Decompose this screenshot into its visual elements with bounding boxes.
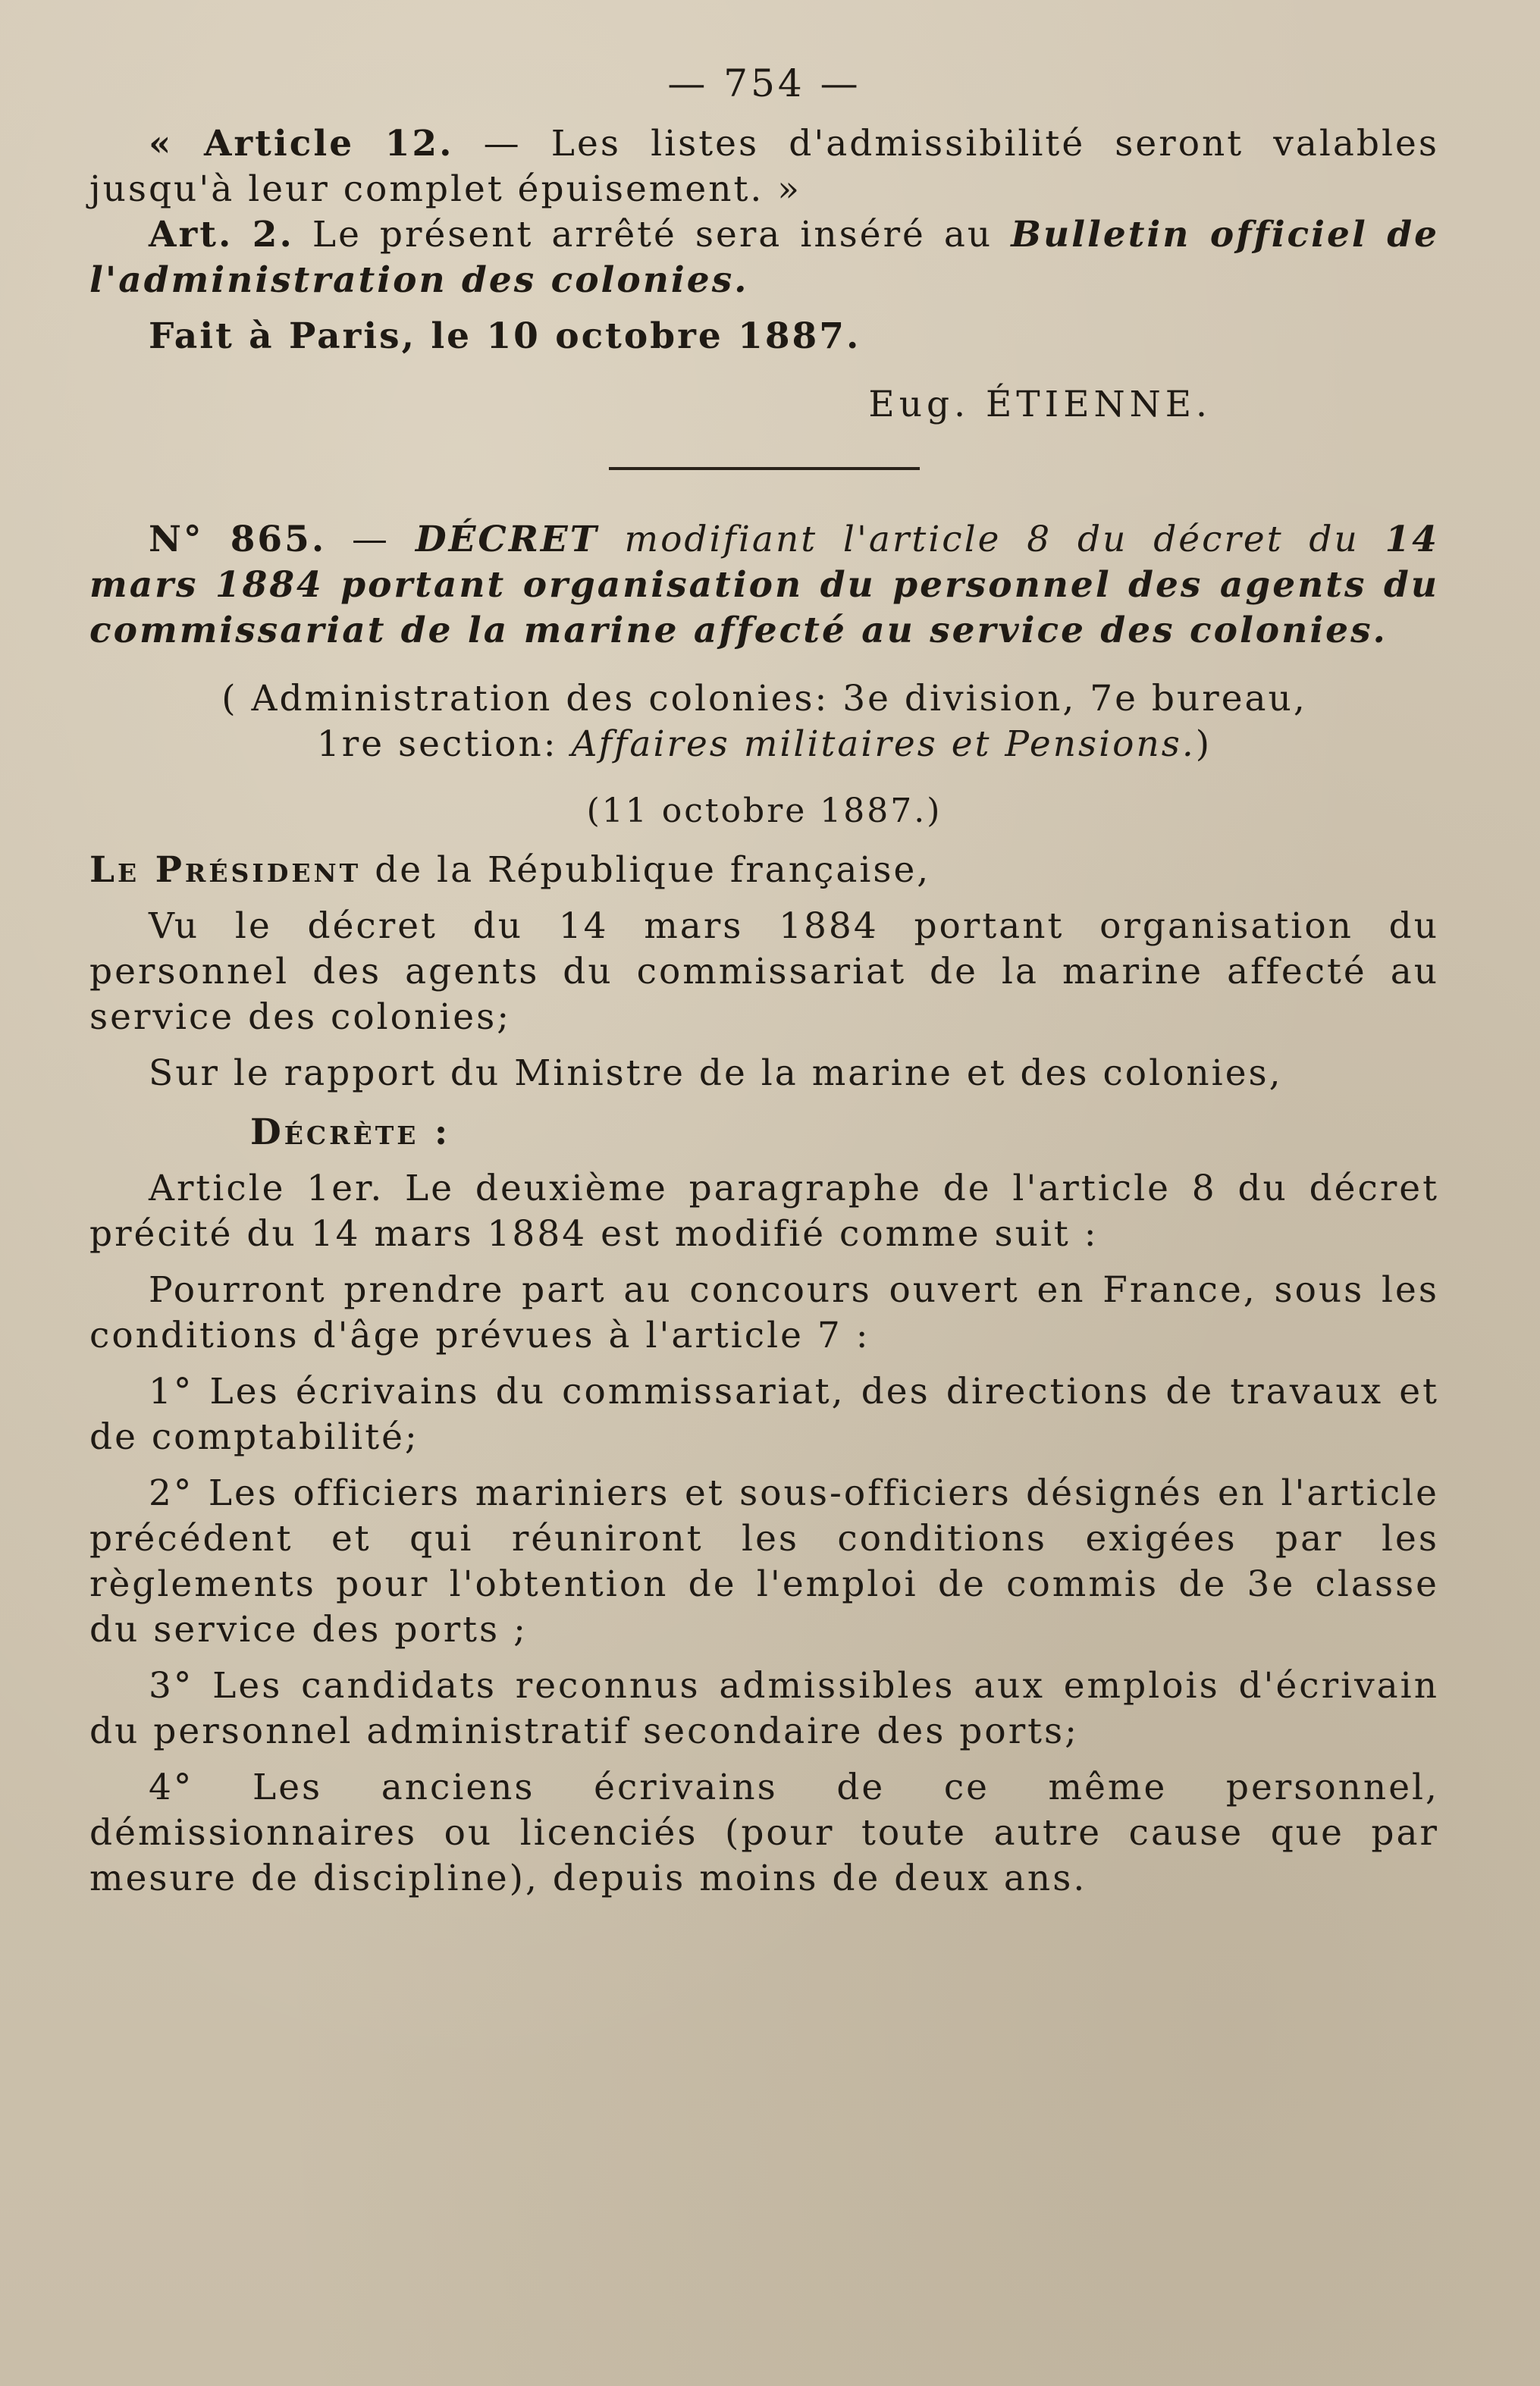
signature: Eug. ÉTIENNE.	[868, 384, 1212, 425]
article-12-paragraph	[89, 121, 1439, 212]
decree-dash: —	[326, 519, 416, 560]
president-title: Le Président	[89, 849, 362, 891]
article-12-text: — Les listes d'admissibilité seront valables jusqu'à leur complet épuisement. »	[89, 123, 1439, 210]
bulletin-title: Bulletin officiel de l'administration des colonies.	[89, 214, 1439, 301]
article-2-text: Le présent arrêté sera inséré au	[293, 214, 1012, 256]
decree-word: DÉCRET	[415, 519, 599, 560]
article-2-label: Art. 2.	[149, 214, 294, 256]
admin-line-2-close: )	[1195, 723, 1212, 765]
list-item: 1° Les écrivains du commissariat, des directions de travaux et de comptabilité;	[89, 1371, 1439, 1458]
decree-number: N° 865.	[149, 519, 327, 560]
admin-line-1: ( Administration des colonies: 3e division, 7e bureau,	[221, 678, 1307, 720]
page-content	[89, 61, 1439, 1902]
president-rest: de la République française,	[361, 849, 931, 891]
decree-heading	[89, 517, 1439, 654]
rapport-paragraph: Sur le rapport du Ministre de la marine et des colonies,	[149, 1052, 1283, 1094]
decree-date: (11 octobre 1887.)	[586, 792, 943, 830]
article-12-label: « Article 12.	[149, 123, 454, 165]
page-number: — 754 —	[667, 61, 861, 105]
pourront-paragraph: Pourront prendre part au concours ouvert en France, sous les conditions d'âge prévues à l'article 7 :	[89, 1269, 1439, 1356]
list-item: 2° Les officiers mariniers et sous-officiers désignés en l'article précédent et qui réuniront les conditions exigées par les règlements pour l'obtention de l'emploi de commis de 3e classe du service des ports ;	[89, 1472, 1439, 1651]
fait-a-paris: Fait à Paris, le 10 octobre 1887.	[149, 315, 861, 357]
list-item: 3° Les candidats reconnus admissibles aux emplois d'écrivain du personnel administratif secondaire des ports;	[89, 1665, 1439, 1752]
admin-line-2-affaires: Affaires militaires et Pensions.	[571, 723, 1196, 765]
president-line	[89, 848, 1439, 893]
decrete-heading: Décrète :	[250, 1111, 451, 1153]
decree-title-a: modifiant l'article 8 du décret du	[598, 519, 1385, 560]
admin-line-2	[89, 722, 1439, 767]
admin-line-2-section: 1re section:	[316, 723, 572, 765]
decree-title-b: 14 mars 1884 portant organisation du personnel des agents du commissariat de la marine affecté au service des colonies.	[89, 519, 1439, 651]
list-item: 4° Les anciens écrivains de ce même personnel, démissionnaires ou licenciés (pour toute autre cause que par mesure de discipline), depuis moins de deux ans.	[89, 1767, 1439, 1899]
section-divider	[609, 467, 920, 470]
vu-paragraph: Vu le décret du 14 mars 1884 portant organisation du personnel des agents du commissariat de la marine affecté au service des colonies;	[89, 905, 1439, 1038]
article-1-paragraph: Article 1er. Le deuxième paragraphe de l'article 8 du décret précité du 14 mars 1884 est modifié comme suit :	[89, 1168, 1439, 1255]
article-2-paragraph	[89, 212, 1439, 303]
